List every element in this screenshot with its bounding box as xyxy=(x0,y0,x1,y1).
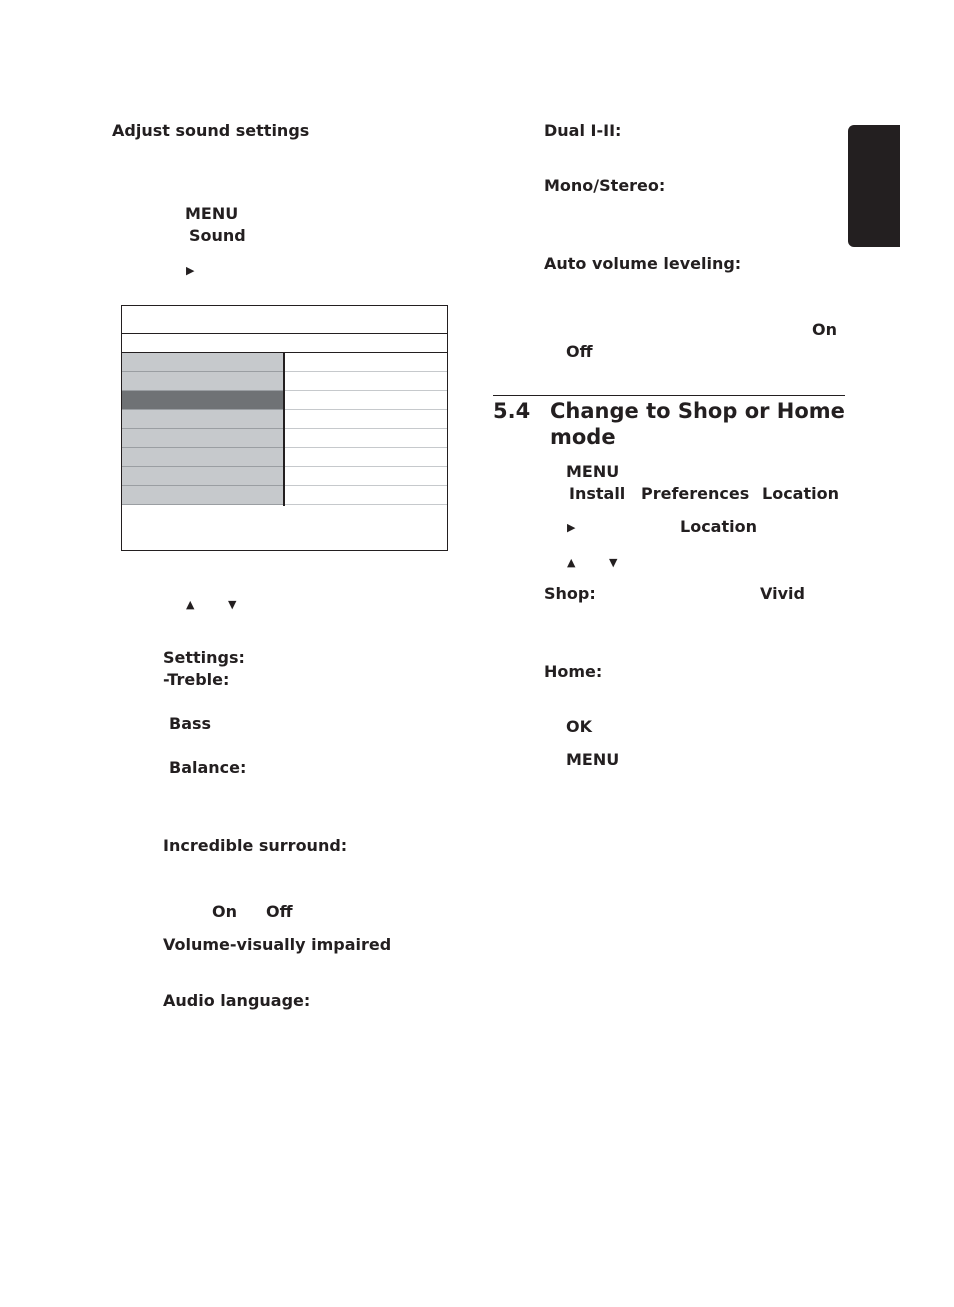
arrow-down-icon: ▼ xyxy=(609,556,618,569)
menu-value-row xyxy=(285,467,447,486)
menu-row xyxy=(122,410,283,429)
menu-value-row xyxy=(285,372,447,391)
menu-row xyxy=(122,372,283,391)
menu-row xyxy=(122,486,283,505)
balance-label: Balance: xyxy=(169,758,247,777)
menu-column-divider xyxy=(283,353,285,506)
audio-language-label: Audio language: xyxy=(163,991,311,1010)
ok-key-label: OK xyxy=(566,717,592,736)
sound-menu-screenshot xyxy=(121,305,448,551)
section-title: Change to Shop or Home xyxy=(550,399,845,423)
sound-menu-label: Sound xyxy=(189,226,246,245)
bass-label: Bass xyxy=(169,714,212,733)
home-label: Home: xyxy=(544,662,603,681)
arrow-right-icon: ▶ xyxy=(186,264,195,277)
menu-row xyxy=(122,353,283,372)
on-option: On xyxy=(212,902,237,921)
menu-value-row xyxy=(285,410,447,429)
menu-row xyxy=(122,429,283,448)
menu-value-row xyxy=(285,391,447,410)
arrow-up-icon: ▲ xyxy=(567,556,576,569)
menu-value-row xyxy=(285,429,447,448)
arrow-right-icon: ▶ xyxy=(567,521,576,534)
menu-value-row xyxy=(285,353,447,372)
menu-row xyxy=(122,448,283,467)
install-label: Install xyxy=(569,484,626,503)
preferences-label: Preferences xyxy=(641,484,750,503)
mono-stereo-label: Mono/Stereo: xyxy=(544,176,666,195)
menu-divider xyxy=(122,333,447,334)
menu-value-row xyxy=(285,448,447,467)
section-heading-adjust-sound: Adjust sound settings xyxy=(112,121,310,140)
menu-row xyxy=(122,467,283,486)
location-label: Location xyxy=(762,484,839,503)
section-title-line2: mode xyxy=(550,425,616,449)
arrow-up-icon: ▲ xyxy=(186,598,195,611)
incredible-surround-label: Incredible surround: xyxy=(163,836,348,855)
off-option: Off xyxy=(266,902,293,921)
dual-label: Dual I-II: xyxy=(544,121,622,140)
arrow-down-icon: ▼ xyxy=(228,598,237,611)
menu-row-selected xyxy=(122,391,283,410)
off-option: Off xyxy=(566,342,593,361)
section-rule xyxy=(493,395,845,396)
language-side-tab xyxy=(848,125,900,247)
shop-label: Shop: xyxy=(544,584,596,603)
menu-key-label: MENU xyxy=(185,204,239,223)
location-label-2: Location xyxy=(680,517,757,536)
menu-key-label: MENU xyxy=(566,462,620,481)
vivid-label: Vivid xyxy=(760,584,805,603)
menu-key-label-2: MENU xyxy=(566,750,620,769)
section-number: 5.4 xyxy=(493,399,531,423)
settings-label: Settings: xyxy=(163,648,245,667)
treble-label: -Treble: xyxy=(163,670,230,689)
volume-visually-impaired-label: Volume-visually impaired xyxy=(163,935,392,954)
auto-volume-leveling-label: Auto volume leveling: xyxy=(544,254,742,273)
menu-value-row xyxy=(285,486,447,505)
on-option: On xyxy=(812,320,837,339)
